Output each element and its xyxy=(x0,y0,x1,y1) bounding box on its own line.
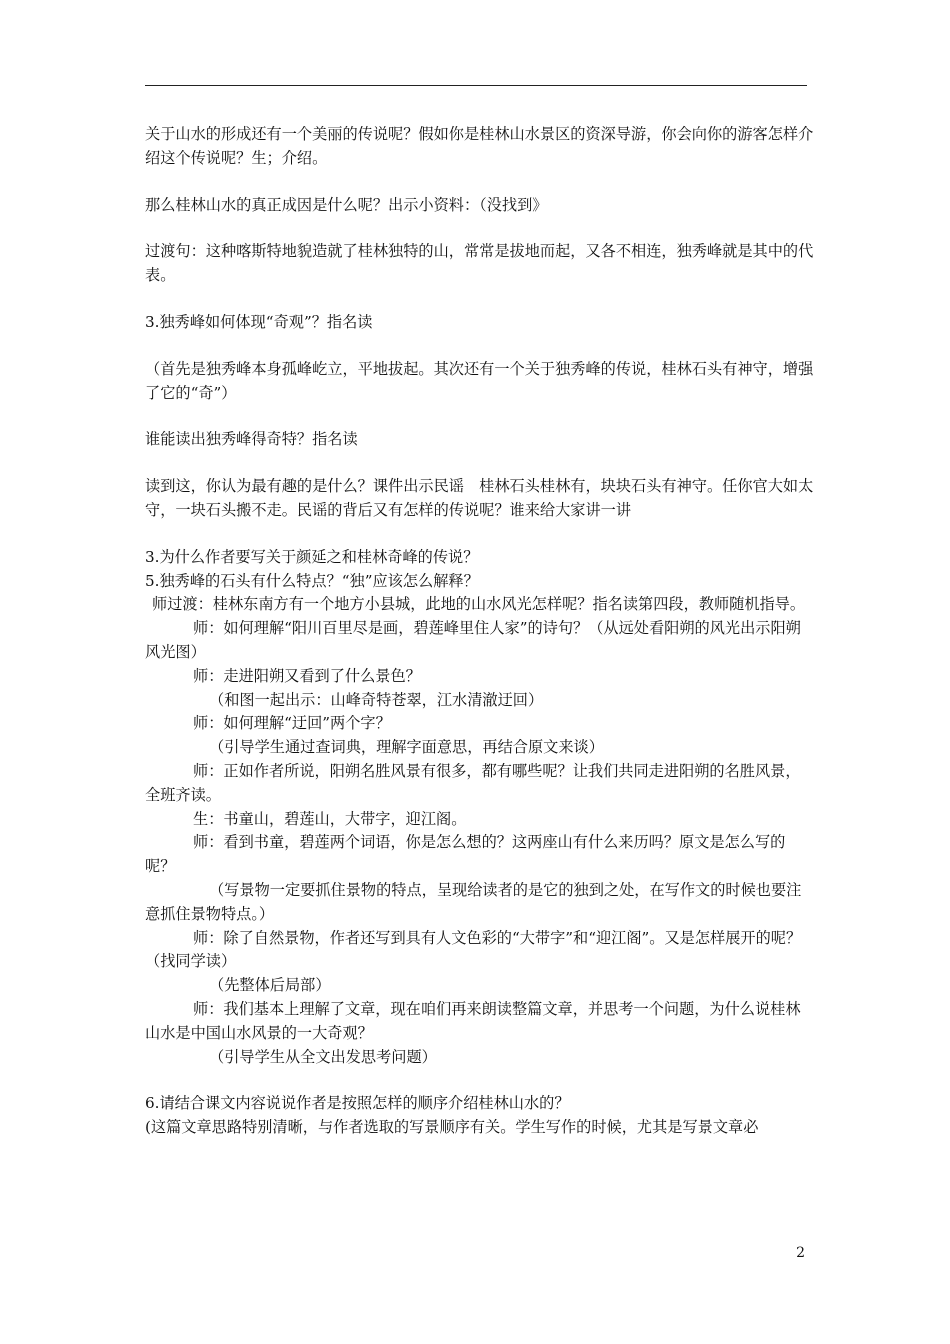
paragraph: (这篇文章思路特别清晰，与作者选取的写景顺序有关。学生写作的时候，尤其是写景文章必 xyxy=(145,1118,759,1137)
paragraph: 师：我们基本上理解了文章，现在咱们再来朗读整篇文章，并思考一个问题，为什么说桂林山水是中国山水风景的一大奇观？ xyxy=(145,999,801,1042)
paragraph: 师：如何理解“迂回”两个字？ xyxy=(193,714,391,733)
paragraph: （写景物一定要抓住景物的特点，呈现给读者的是它的独到之处，在写作文的时候也要注意抓住景物特点。） xyxy=(145,880,802,923)
paragraph: （和图一起出示：山峰奇特苍翠，江水清澈迂回） xyxy=(209,690,544,709)
paragraph: （先整体后局部） xyxy=(209,976,331,995)
paragraph: 3.独秀峰如何体现“奇观”？指名读 xyxy=(145,312,373,331)
paragraph: 过渡句：这种喀斯特地貌造就了桂林独特的山，常常是拔地而起，又各不相连，独秀峰就是其中的代表。 xyxy=(145,242,814,285)
paragraph: 3.为什么作者要写关于颜延之和桂林奇峰的传说？ xyxy=(145,547,479,566)
paragraph: 师：看到书童，碧莲两个词语，你是怎么想的？这两座山有什么来历吗？原文是怎么写的呢？ xyxy=(145,833,786,876)
paragraph: （首先是独秀峰本身孤峰屹立，平地拔起。其次还有一个关于独秀峰的传说，桂林石头有神守，增强了它的“奇”） xyxy=(145,359,814,402)
paragraph: 6.请结合课文内容说说作者是按照怎样的顺序介绍桂林山水的？ xyxy=(145,1094,570,1113)
paragraph: 读到这，你认为最有趣的是什么？课件出示民谣 桂林石头桂林有，块块石头有神守。任你官大如太守，一块石头搬不走。民谣的背后又有怎样的传说呢？谁来给大家讲一讲 xyxy=(145,477,814,519)
paragraph: 生：书童山，碧莲山，大带字，迎江阁。 xyxy=(193,809,467,828)
paragraph: 关于山水的形成还有一个美丽的传说呢？假如你是桂林山水景区的资深导游，你会向你的游客怎样介绍这个传说呢？生；介绍。 xyxy=(145,125,814,167)
paragraph: （引导学生通过查词典，理解字面意思，再结合原文来谈） xyxy=(209,738,604,757)
paragraph: 那么桂林山水的真正成因是什么呢？出示小资料：（没找到》 xyxy=(145,195,548,214)
paragraph: 谁能读出独秀峰得奇特？指名读 xyxy=(145,430,358,449)
document-body xyxy=(145,123,815,1140)
paragraph: 5.独秀峰的石头有什么特点？“独”应该怎么解释？ xyxy=(145,571,479,590)
paragraph: 师：除了自然景物，作者还写到具有人文色彩的“大带字”和“迎江阁”。又是怎样展开的呢？（找同学读） xyxy=(145,928,802,971)
header-rule xyxy=(145,85,807,86)
page-number: 2 xyxy=(796,1245,805,1261)
paragraph: 师：正如作者所说，阳朔名胜风景有很多，都有哪些呢？让我们共同走进阳朔的名胜风景，全班齐读。 xyxy=(145,761,801,804)
paragraph: 师：走进阳朔又看到了什么景色？ xyxy=(193,666,421,685)
paragraph: 师过渡：桂林东南方有一个地方小县城，此地的山水风光怎样呢？指名读第四段，教师随机指导。 xyxy=(152,595,806,614)
paragraph: 师：如何理解“阳川百里尽是画，碧莲峰里住人家”的诗句？（从远处看阳朔的风光出示阳朔风光图） xyxy=(145,619,801,661)
paragraph: （引导学生从全文出发思考问题） xyxy=(209,1047,437,1066)
